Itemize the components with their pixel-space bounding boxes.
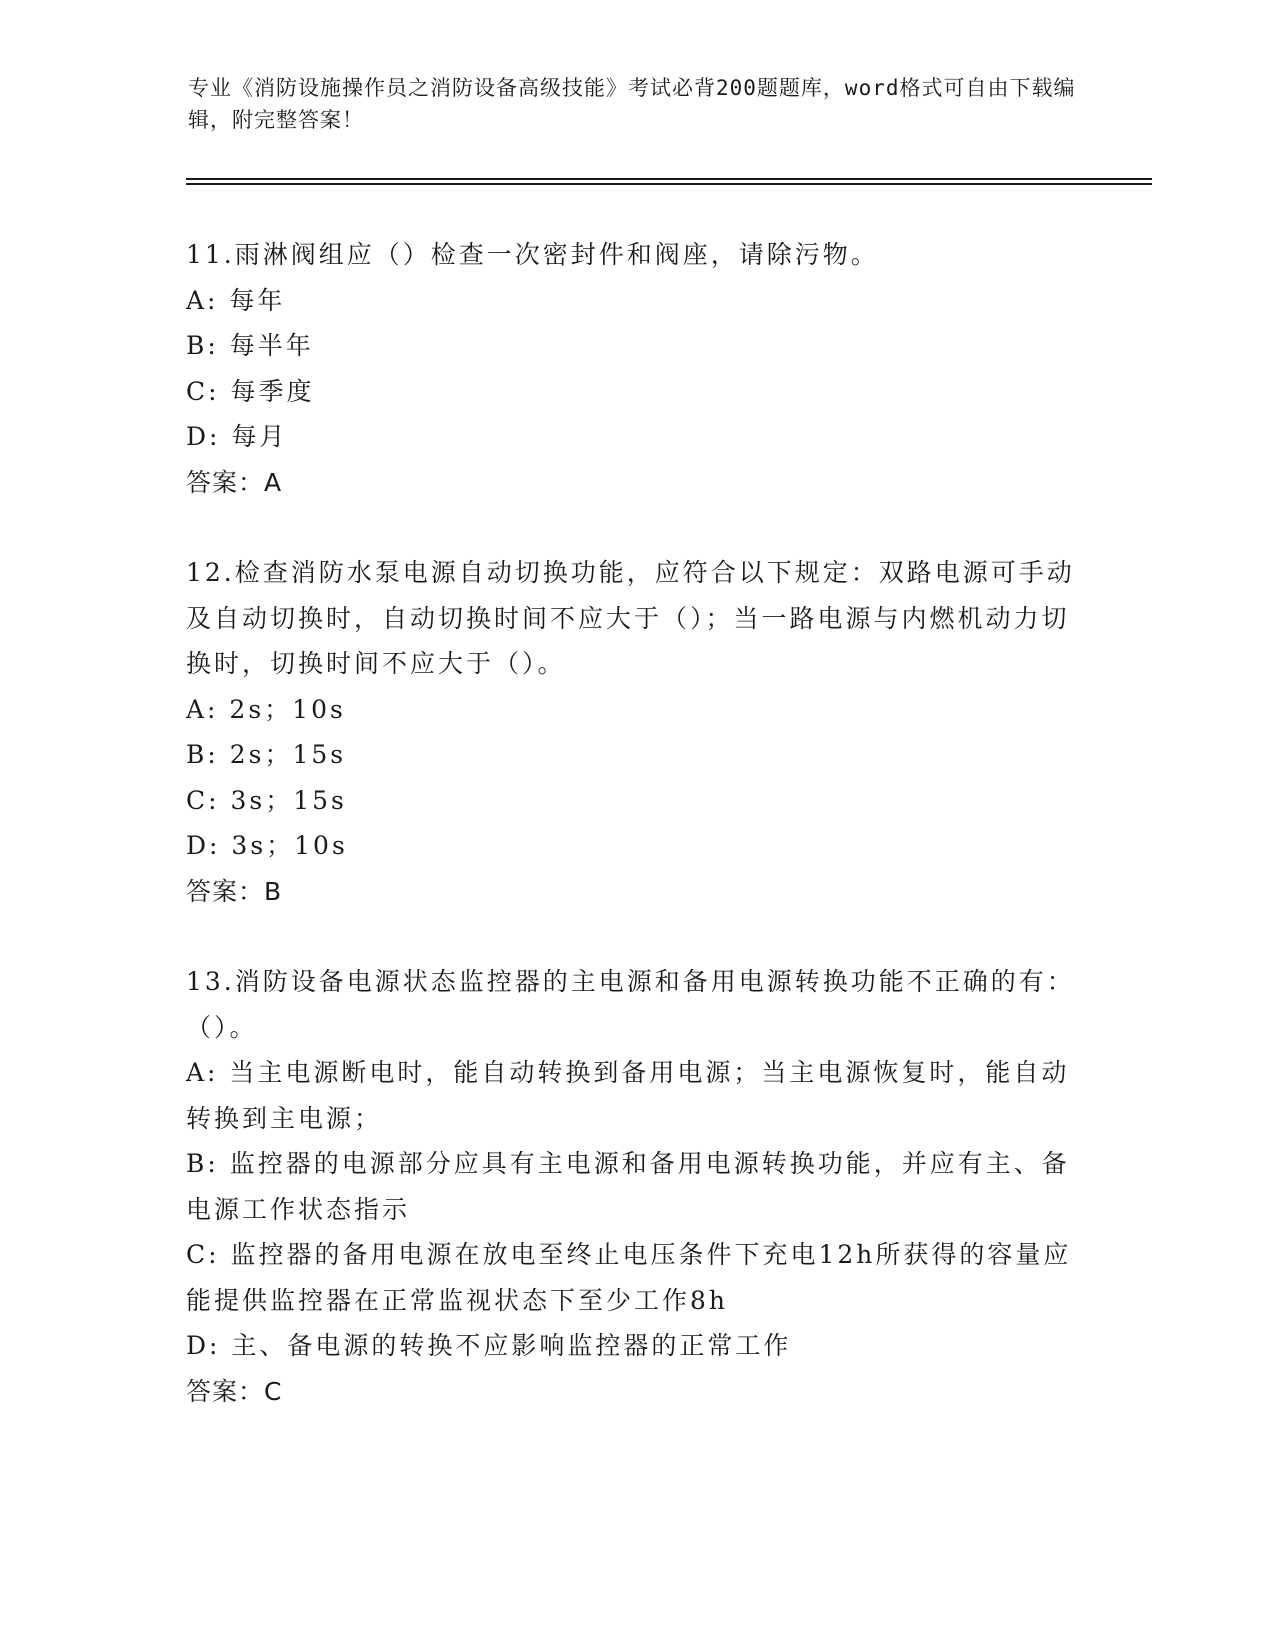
answer-line: 答案：A bbox=[186, 467, 283, 497]
option-d: D: 主、备电源的转换不应影响监控器的正常工作 bbox=[186, 1331, 792, 1360]
option-d: D: 3s；10s bbox=[186, 831, 348, 860]
option-b: B: 2s；15s bbox=[186, 740, 347, 769]
option-a: A: 2s；10s bbox=[186, 694, 346, 724]
option-b: B: 每半年 bbox=[186, 331, 314, 360]
answer-line: 答案：C bbox=[186, 1376, 283, 1406]
option-c: C: 监控器的备用电源在放电至终止电压条件下充电12h所获得的容量应能提供监控器在正常监视状态下至少工作8h bbox=[186, 1240, 1072, 1315]
header-intro-text: 专业《消防设施操作员之消防设备高级技能》考试必背200题题库，word格式可自由下载编辑，附完整答案！ bbox=[188, 76, 1076, 132]
question-list bbox=[186, 232, 1086, 1459]
question-13 bbox=[186, 959, 1086, 1414]
question-stem: 11.雨淋阀组应（）检查一次密封件和阀座，请除污物。 bbox=[186, 240, 879, 269]
option-b: B: 监控器的电源部分应具有主电源和备用电源转换功能，并应有主、备电源工作状态指示 bbox=[186, 1149, 1070, 1224]
document-header bbox=[188, 72, 1088, 136]
question-stem: 12.检查消防水泵电源自动切换功能，应符合以下规定：双路电源可手动及自动切换时，自动切换时间不应大于（）；当一路电源与内燃机动力切换时，切换时间不应大于（）。 bbox=[186, 558, 1075, 678]
question-stem: 13.消防设备电源状态监控器的主电源和备用电源转换功能不正确的有：（）。 bbox=[186, 967, 1075, 1042]
header-divider-top bbox=[186, 178, 1152, 180]
header-divider-bottom bbox=[186, 183, 1152, 185]
question-11 bbox=[186, 232, 1086, 505]
option-c: C: 每季度 bbox=[186, 376, 315, 406]
option-a: A: 每年 bbox=[186, 285, 286, 315]
option-a: A: 当主电源断电时，能自动转换到备用电源；当主电源恢复时，能自动转换到主电源； bbox=[186, 1058, 1070, 1133]
question-12 bbox=[186, 550, 1086, 914]
option-d: D: 每月 bbox=[186, 422, 288, 451]
option-c: C: 3s；15s bbox=[186, 785, 347, 815]
answer-line: 答案：B bbox=[186, 876, 283, 906]
